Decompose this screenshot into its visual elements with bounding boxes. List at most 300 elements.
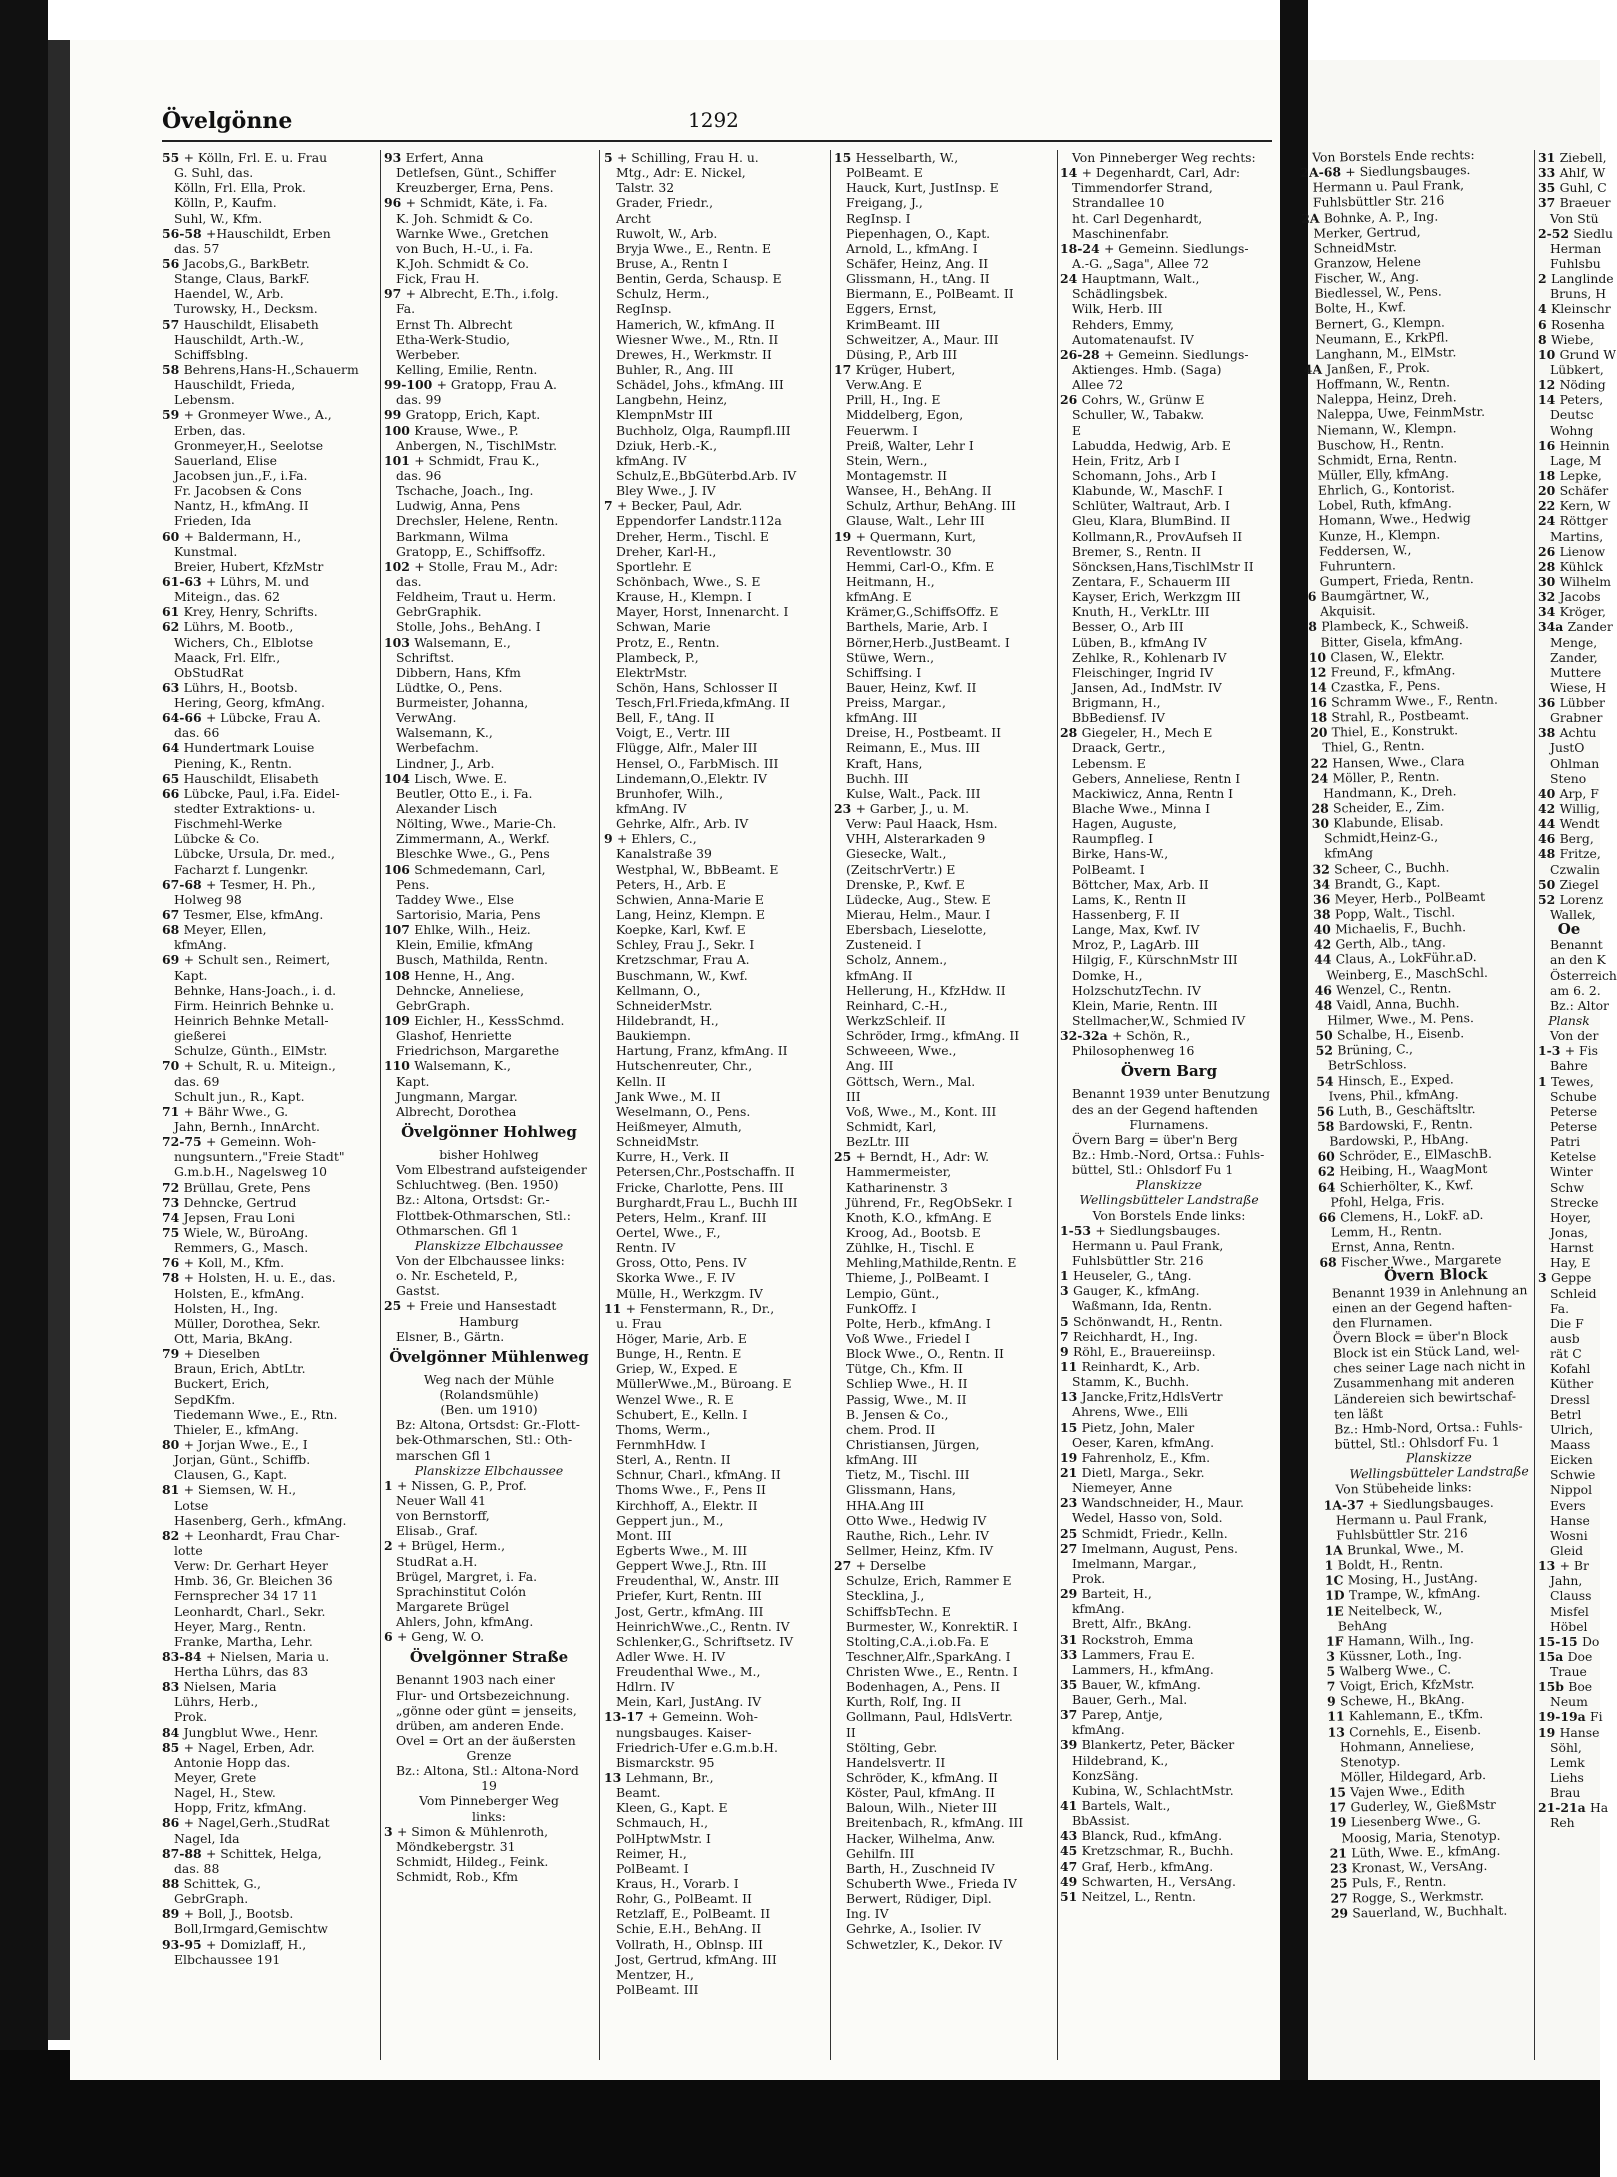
directory-entry xyxy=(1060,1601,1278,1616)
directory-entry xyxy=(1538,558,1603,574)
directory-entry xyxy=(384,983,594,998)
house-number: 15 xyxy=(834,150,856,165)
directory-entry xyxy=(604,468,828,483)
entry-text: Traue xyxy=(1550,1664,1587,1680)
entry-text: Glissmann, H., tAng. II xyxy=(846,271,990,287)
entry-text: einen an der Gegend haften- xyxy=(1332,1297,1513,1316)
house-number: 54 xyxy=(1316,1073,1338,1089)
directory-entry xyxy=(604,423,828,438)
entry-text: Drechsler, Helene, Rentn. xyxy=(396,513,559,529)
directory-entry xyxy=(1060,1556,1278,1571)
entry-text: Jacobs xyxy=(1559,589,1601,605)
entry-text: Lange, Max, Kwf. IV xyxy=(1072,922,1200,938)
entry-text: Nagel, Ida xyxy=(174,1830,240,1846)
entry-text: Gebers, Anneliese, Rentn I xyxy=(1072,770,1241,786)
entry-text: kfmAng. xyxy=(1072,1601,1125,1617)
entry-text: Passig, Wwe., M. II xyxy=(846,1391,967,1407)
entry-text: Tschache, Joach., Ing. xyxy=(396,483,534,499)
entry-text: Jepsen, Frau Loni xyxy=(183,1209,295,1225)
entry-text: Peters, Helm., Kranf. III xyxy=(616,1209,767,1225)
entry-text: Verw: Paul Haack, Hsm. xyxy=(846,816,998,832)
directory-entry xyxy=(162,1180,376,1195)
directory-entry xyxy=(834,710,1056,725)
house-number: 60 xyxy=(162,528,184,544)
directory-entry xyxy=(162,407,376,422)
house-number: 86 xyxy=(162,1815,184,1831)
entry-text: marschen Gfl 1 xyxy=(396,1447,492,1463)
entry-text: kfmAng. IV xyxy=(616,801,687,817)
entry-text: Gross, Otto, Pens. IV xyxy=(616,1255,747,1271)
directory-entry xyxy=(1538,997,1609,1013)
entry-text: Domke, H., xyxy=(1072,967,1143,983)
house-number: 56 xyxy=(1316,1103,1339,1119)
entry-text: Mackiwicz, Anna, Rentn I xyxy=(1072,785,1234,801)
house-number: 100 xyxy=(384,422,415,438)
entry-text: Warnke Wwe., Gretchen xyxy=(396,225,549,241)
house-number: 67-68 xyxy=(162,876,206,892)
directory-entry xyxy=(834,1074,1056,1089)
entry-text: E xyxy=(1072,422,1082,438)
entry-text: Lotse xyxy=(174,1497,209,1513)
entry-text: Hoffmann, W., Rentn. xyxy=(1315,374,1451,392)
directory-entry xyxy=(384,740,594,755)
entry-text: VHH, Alsterarkaden 9 xyxy=(846,831,986,847)
directory-entry xyxy=(604,256,828,271)
directory-entry xyxy=(604,559,828,574)
entry-text: Braeuer xyxy=(1559,195,1611,211)
directory-entry xyxy=(604,635,828,650)
entry-text: Margarete Brügel xyxy=(396,1598,510,1614)
directory-entry xyxy=(1538,1588,1600,1603)
entry-text: Sprachinstitut Colón xyxy=(396,1583,527,1599)
house-number: 14 xyxy=(1309,679,1332,695)
entry-text: Jührend, Fr., RegObSekr. I xyxy=(846,1194,1013,1210)
entry-text: Clasen, W., Elektr. xyxy=(1330,647,1445,665)
house-number: 1E xyxy=(1325,1602,1349,1619)
directory-entry xyxy=(1538,1785,1600,1800)
directory-entry xyxy=(384,377,594,392)
entry-text: Gehrke, Alfr., Arb. IV xyxy=(616,816,749,832)
directory-entry xyxy=(834,1361,1056,1376)
directory-entry xyxy=(384,1854,594,1869)
entry-text: Fuhlsbüttler Str. 216 xyxy=(1312,192,1445,211)
directory-entry xyxy=(384,423,594,438)
entry-text: Schweeen, Wwe., xyxy=(846,1043,957,1059)
house-number: 33 xyxy=(1538,165,1560,181)
directory-entry xyxy=(604,286,828,301)
directory-column-4 xyxy=(834,150,1056,1952)
directory-entry xyxy=(162,1755,376,1770)
directory-entry xyxy=(1060,1632,1278,1647)
entry-text: Patri xyxy=(1550,1134,1581,1150)
entry-text: Fa. xyxy=(396,301,416,317)
entry-text: Preiß, Walter, Lehr I xyxy=(846,437,974,453)
entry-text: Parep, Antje, xyxy=(1081,1707,1163,1723)
entry-text: + Stolle, Frau M., Adr: xyxy=(414,558,558,574)
entry-text: Jorjan, Günt., Schiffb. xyxy=(174,1452,311,1468)
directory-entry xyxy=(604,1058,828,1073)
entry-text: Schwetzler, K., Dekor. IV xyxy=(846,1936,1003,1952)
street-note: (Ben. um 1910) xyxy=(440,1402,538,1418)
entry-text: Werbeber. xyxy=(396,346,461,362)
entry-text: Lempio, Günt., xyxy=(846,1285,940,1301)
directory-entry xyxy=(384,1253,594,1268)
entry-text: Schädel, Johs., kfmAng. III xyxy=(616,377,784,393)
entry-text: Wedel, Hasso von, Sold. xyxy=(1072,1510,1223,1526)
directory-entry xyxy=(1060,1329,1278,1344)
entry-text: Schweitzer, A., Maur. III xyxy=(846,331,999,347)
directory-entry xyxy=(1538,695,1605,711)
entry-text: Kunstmal. xyxy=(174,543,238,559)
entry-text: kfmAng. III xyxy=(846,1452,918,1468)
directory-entry xyxy=(162,1558,376,1573)
directory-entry xyxy=(162,1058,376,1073)
entry-text: + Siemsen, W. H., xyxy=(183,1482,297,1498)
entry-text: Schröder, Irmg., kfmAng. II xyxy=(846,1028,1020,1044)
directory-entry xyxy=(384,1074,594,1089)
entry-text: Alexander Lisch xyxy=(396,801,498,817)
entry-text: Franke, Martha, Lehr. xyxy=(174,1633,313,1649)
entry-text: VerwAng. xyxy=(396,710,457,726)
directory-entry xyxy=(834,1210,1056,1225)
directory-entry xyxy=(1538,1482,1600,1497)
directory-entry xyxy=(1060,1586,1278,1601)
entry-text: Timmendorfer Strand, xyxy=(1072,180,1213,196)
entry-text: Talstr. 32 xyxy=(616,180,675,196)
house-number: 4A xyxy=(1303,361,1327,377)
directory-entry xyxy=(1538,150,1607,165)
directory-entry xyxy=(384,1058,594,1073)
directory-entry xyxy=(162,877,376,892)
entry-text: Schönbach, Wwe., S. E xyxy=(616,573,761,589)
house-number: 32 xyxy=(1312,861,1335,877)
directory-entry xyxy=(162,150,376,165)
directory-entry xyxy=(1060,1647,1278,1662)
entry-text: + Gronmeyer Wwe., A., xyxy=(183,407,332,423)
directory-entry xyxy=(162,286,376,301)
directory-entry xyxy=(604,1967,828,1982)
entry-text: ObStudRat xyxy=(174,664,244,680)
directory-entry xyxy=(604,1634,828,1649)
directory-entry xyxy=(834,1573,1056,1588)
entry-text: + Geng, W. O. xyxy=(396,1629,485,1645)
directory-entry xyxy=(604,498,828,513)
house-number: 69 xyxy=(162,952,184,968)
entry-text: RegInsp. xyxy=(616,301,672,317)
directory-entry xyxy=(384,831,594,846)
entry-text: Zimmermann, A., Werkf. xyxy=(396,831,550,847)
directory-entry xyxy=(384,180,594,195)
directory-entry xyxy=(162,180,376,195)
directory-entry xyxy=(1538,543,1606,559)
entry-text: G.m.b.H., Nagelsweg 10 xyxy=(174,1164,327,1180)
directory-entry xyxy=(834,862,1056,877)
entry-text: Scheer, C., Buchh. xyxy=(1333,859,1450,877)
entry-text: Werbefachm. xyxy=(396,740,479,756)
street-note: Grenze xyxy=(466,1748,512,1764)
entry-text: Peterse xyxy=(1550,1103,1598,1119)
entry-text: Fischer Wwe., Margarete xyxy=(1340,1251,1502,1270)
directory-entry xyxy=(384,1043,594,1058)
directory-entry xyxy=(604,1210,828,1225)
entry-text: Sterl, A., Rentn. II xyxy=(616,1452,731,1468)
entry-text: Kirchhoff, A., Elektr. II xyxy=(616,1497,758,1513)
directory-entry xyxy=(162,498,376,513)
entry-text: Kahlemann, E., tKfm. xyxy=(1348,1706,1484,1724)
directory-entry xyxy=(162,1164,376,1179)
entry-text: Schmidt, Hildeg., Feink. xyxy=(396,1854,549,1870)
directory-entry xyxy=(384,816,594,831)
entry-text: Retzlaff, E., PolBeamt. II xyxy=(616,1906,771,1922)
entry-text: Weinberg, E., MaschSchl. xyxy=(1326,964,1489,983)
entry-text: Lage, M xyxy=(1550,452,1602,468)
directory-entry xyxy=(604,1831,828,1846)
directory-entry xyxy=(384,786,594,801)
directory-entry xyxy=(1538,635,1600,650)
entry-text: Bauer, Heinz, Kwf. II xyxy=(846,679,977,695)
house-number: 13-17 xyxy=(604,1709,648,1725)
entry-text: das. 96 xyxy=(396,467,442,483)
entry-text: Mayer, Horst, Innenarcht. I xyxy=(616,604,789,620)
entry-text: Tewes, xyxy=(1550,1073,1594,1089)
house-number: 83-84 xyxy=(162,1648,206,1664)
entry-text: Schröder, K., kfmAng. II xyxy=(846,1770,998,1786)
entry-text: Schnur, Charl., kfmAng. II xyxy=(616,1467,781,1483)
directory-entry xyxy=(1538,1619,1600,1634)
entry-text: FunkOffz. I xyxy=(846,1300,917,1316)
directory-entry xyxy=(834,1513,1056,1528)
house-number: 70 xyxy=(162,1058,184,1074)
directory-entry xyxy=(1060,1028,1278,1043)
entry-text: PolBeamt. III xyxy=(616,1982,699,1998)
entry-text: Schmauch, H., xyxy=(616,1815,709,1831)
entry-text: + Schult sen., Reimert, xyxy=(183,952,331,968)
entry-text: Ott, Maria, BkAng. xyxy=(174,1330,293,1346)
entry-text: Handmann, K., Dreh. xyxy=(1323,783,1457,801)
directory-entry xyxy=(604,1982,828,1997)
entry-text: Brigmann, H., xyxy=(1072,695,1161,711)
entry-text: Preiss, Margar., xyxy=(846,695,946,711)
directory-entry xyxy=(384,1718,594,1733)
entry-text: Brüning, C., xyxy=(1337,1041,1414,1058)
entry-text: Lüdecke, Aug., Stew. E xyxy=(846,891,991,907)
house-number: 25 xyxy=(384,1298,406,1314)
entry-text: Flottbek-Othmarschen, Stl.: xyxy=(396,1207,571,1223)
entry-text: + Fenstermann, R., Dr., xyxy=(625,1300,775,1316)
directory-entry xyxy=(1538,604,1606,620)
street-note: 19 xyxy=(481,1778,497,1794)
house-number: 9 xyxy=(1326,1693,1341,1710)
directory-entry xyxy=(384,1192,594,1207)
house-number: 19 xyxy=(1329,1814,1351,1831)
entry-text: Hauschildt, Elisabeth xyxy=(183,770,319,786)
entry-text: Lüth, Wwe. E., kfmAng. xyxy=(1351,1842,1501,1861)
entry-text: Ketelse xyxy=(1550,1149,1597,1165)
house-number: 13 xyxy=(1060,1389,1082,1405)
entry-text: Dressl xyxy=(1550,1391,1590,1407)
entry-text: ElektrMstr. xyxy=(616,664,688,680)
directory-entry xyxy=(604,892,828,907)
house-number: 27 xyxy=(834,1558,856,1574)
entry-text: Gerth, Alb., tAng. xyxy=(1335,934,1446,952)
entry-text: Lebensm. E xyxy=(1072,755,1146,771)
entry-text: Labudda, Hedwig, Arb. E xyxy=(1072,437,1231,453)
entry-text: Protz, E., Rentn. xyxy=(616,634,720,650)
directory-entry xyxy=(384,695,594,710)
entry-text: Rehders, Emmy, xyxy=(1072,316,1174,332)
entry-text: Bismarckstr. 95 xyxy=(616,1754,715,1770)
directory-entry xyxy=(1538,1028,1600,1043)
entry-text: Frieden, Ida xyxy=(174,513,252,529)
directory-entry xyxy=(1060,453,1278,468)
entry-text: Sellmer, Heinz, Kfm. IV xyxy=(846,1542,994,1558)
directory-entry xyxy=(1538,1573,1600,1588)
entry-text: Zusteneid. I xyxy=(846,937,922,953)
entry-text: Schluchtweg. (Ben. 1950) xyxy=(396,1177,559,1193)
directory-entry xyxy=(604,862,828,877)
directory-entry xyxy=(384,892,594,907)
directory-entry xyxy=(834,907,1056,922)
entry-text: Hellerung, H., KfzHdw. II xyxy=(846,982,1006,998)
entry-text: Bartels, Walt., xyxy=(1081,1798,1171,1814)
directory-entry xyxy=(162,529,376,544)
directory-entry xyxy=(162,195,376,210)
entry-text: Reichhardt, H., Ing. xyxy=(1072,1328,1198,1344)
entry-text: MüllerWwe.,M., Büroang. E xyxy=(616,1376,792,1392)
entry-text: Buchholz, Olga, Raumpfl.III xyxy=(616,422,791,438)
directory-entry xyxy=(834,1346,1056,1361)
entry-text: Klein, Emilie, kfmAng xyxy=(396,937,533,953)
house-number: 58 xyxy=(162,361,184,377)
directory-entry xyxy=(1538,165,1606,181)
street-note: links: xyxy=(472,1808,506,1824)
directory-entry xyxy=(604,453,828,468)
directory-entry xyxy=(162,1861,376,1876)
directory-entry xyxy=(1538,271,1614,287)
entry-text: Erfert, Anna xyxy=(405,150,484,165)
directory-entry xyxy=(604,831,828,846)
directory-entry xyxy=(384,1733,594,1748)
directory-entry xyxy=(1538,1392,1600,1407)
entry-text: Feuerwm. I xyxy=(846,422,918,438)
entry-text: Schröder, E., ElMaschB. xyxy=(1338,1146,1493,1164)
directory-entry xyxy=(834,1831,1056,1846)
house-number: 50 xyxy=(1315,1027,1338,1044)
house-number: 43 xyxy=(1060,1828,1082,1844)
entry-text: Gumpert, Frieda, Rentn. xyxy=(1319,570,1474,589)
entry-text: Övern Block = über'n Block xyxy=(1332,1327,1508,1346)
entry-text: Hansen, Wwe., Clara xyxy=(1332,752,1465,771)
directory-entry xyxy=(1538,1634,1600,1649)
entry-text: Hauck, Kurt, JustInsp. E xyxy=(846,180,999,196)
directory-entry xyxy=(1538,225,1613,241)
entry-text: HHA.Ang III xyxy=(846,1497,924,1513)
entry-text: Kraft, Hans, xyxy=(846,755,923,771)
entry-text: Lemm, H., Rentn. xyxy=(1330,1222,1443,1240)
directory-entry xyxy=(384,286,594,301)
directory-entry xyxy=(1060,1798,1278,1813)
directory-entry xyxy=(162,423,376,438)
entry-text: Mehling,Mathilde,Rentn. E xyxy=(846,1255,1017,1271)
entry-text: Maass xyxy=(1550,1436,1591,1452)
house-number: 83 xyxy=(162,1679,184,1695)
directory-entry xyxy=(834,347,1056,362)
directory-entry xyxy=(162,301,376,316)
entry-text: Giegeler, H., Mech E xyxy=(1081,725,1213,741)
directory-entry xyxy=(384,1478,594,1493)
directory-entry xyxy=(162,892,376,907)
directory-entry xyxy=(384,589,594,604)
directory-entry xyxy=(1060,1043,1278,1058)
entry-text: Strandallee 10 xyxy=(1072,195,1165,211)
house-number: 48 xyxy=(1314,997,1337,1013)
entry-text: + Gemeinn. Siedlungs- xyxy=(1103,240,1249,256)
entry-text: + Siedlungsbauges. xyxy=(1345,162,1471,180)
directory-entry xyxy=(834,619,1056,634)
directory-entry xyxy=(162,1937,376,1952)
entry-text: Brügel, Margret, i. Fa. xyxy=(396,1568,538,1584)
directory-entry xyxy=(1060,1828,1278,1843)
directory-entry xyxy=(1060,1541,1278,1556)
entry-text: Lemk xyxy=(1550,1754,1585,1770)
directory-entry xyxy=(384,862,594,877)
entry-text: Tütge, Ch., Kfm. II xyxy=(846,1361,963,1377)
directory-entry xyxy=(384,165,594,180)
directory-entry xyxy=(1060,831,1278,846)
entry-text: Kellmann, O., xyxy=(616,982,701,998)
entry-text: Berwert, Rüdiger, Dipl. xyxy=(846,1891,992,1907)
scan-bottom-border xyxy=(0,2080,1600,2177)
directory-entry xyxy=(1538,1664,1600,1679)
directory-entry xyxy=(834,771,1056,786)
street-heading: Övelgönner Straße xyxy=(409,1648,569,1667)
directory-entry xyxy=(162,1195,376,1210)
directory-entry xyxy=(1538,1543,1600,1558)
directory-entry xyxy=(604,1437,828,1452)
house-number: 61-63 xyxy=(162,573,206,589)
entry-text: + Jorjan Wwe., E., I xyxy=(183,1436,308,1452)
directory-entry xyxy=(1538,1498,1600,1513)
directory-entry xyxy=(1538,967,1617,983)
directory-entry xyxy=(604,740,828,755)
directory-entry xyxy=(1538,423,1600,438)
entry-text: Kollmann,R., ProvAufseh II xyxy=(1072,528,1243,544)
entry-text: Drewes, H., Werkmstr. II xyxy=(616,346,772,362)
house-number: 93 xyxy=(384,150,406,165)
directory-entry xyxy=(1538,679,1607,695)
entry-text: Schäfer, Heinz, Ang. II xyxy=(846,255,989,271)
entry-text: Adler Wwe. H. IV xyxy=(616,1648,726,1664)
entry-text: Kulse, Walt., Pack. III xyxy=(846,785,981,801)
entry-text: Fahrenholz, E., Kfm. xyxy=(1081,1449,1211,1465)
directory-entry xyxy=(604,1800,828,1815)
entry-text: Schult jun., R., Kapt. xyxy=(174,1088,305,1104)
directory-entry xyxy=(162,1785,376,1800)
entry-text: Antonie Hopp das. xyxy=(174,1754,291,1770)
directory-entry xyxy=(1538,725,1600,740)
entry-text: Kapt. xyxy=(174,967,208,983)
entry-text: Lüben, B., kfmAng IV xyxy=(1072,634,1207,650)
directory-entry xyxy=(162,695,376,710)
directory-entry xyxy=(834,756,1056,771)
entry-text: Behnke, Hans-Joach., i. d. xyxy=(174,982,337,998)
entry-text: Krey, Henry, Schrifts. xyxy=(183,604,318,620)
directory-entry xyxy=(834,1119,1056,1134)
directory-entry xyxy=(604,332,828,347)
directory-entry xyxy=(604,529,828,544)
house-number: 15-15 xyxy=(1538,1633,1582,1649)
directory-entry xyxy=(834,165,1056,180)
